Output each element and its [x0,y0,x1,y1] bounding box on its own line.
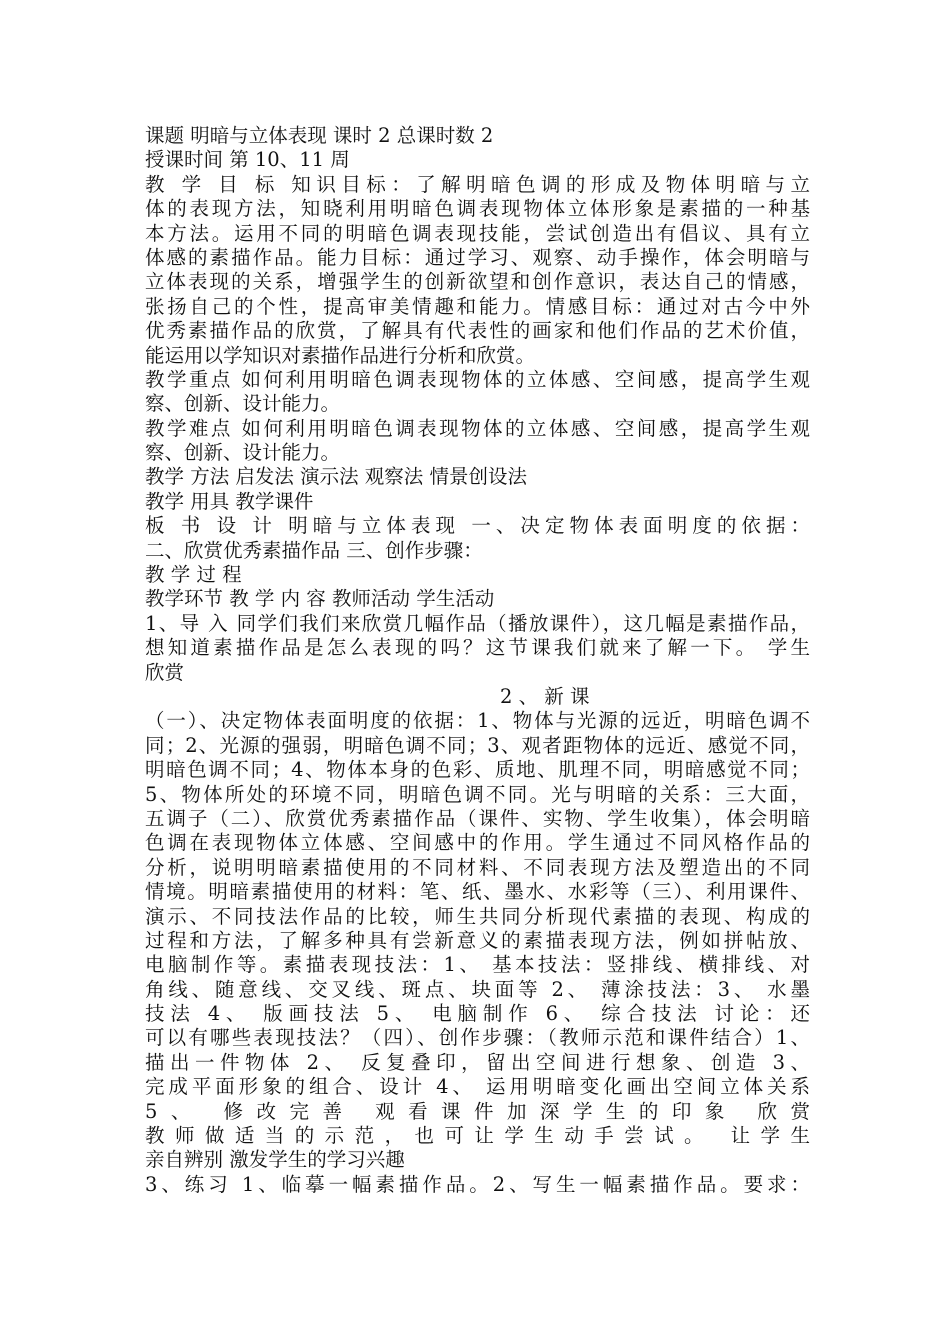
objectives-line: 张扬自己的个性，提高审美情趣和能力。情感目标：通过对古今中外 [145,294,810,318]
objectives-line: 能运用以学知识对素描作品进行分析和欣赏。 [145,343,536,367]
intro-line: 想知道素描作品是怎么表现的吗？这节课我们就来了解一下。 学生 [145,636,810,660]
key-point-line: 察、创新、设计能力。 [145,392,341,416]
body-line: （一）、决定物体表面明度的依据：1、物体与光源的远近，明暗色调不 [145,709,810,733]
body-line: 技法 4、 版画技法 5、 电脑制作 6、 综合技法 讨论：还 [145,1002,810,1026]
body-line: 电脑制作等。素描表现技法：1、 基本技法：竖排线、横排线、对 [145,953,810,977]
teaching-methods: 教学 方法 启发法 演示法 观察法 情景创设法 [145,465,527,489]
difficulty-line: 教学难点 如何利用明暗色调表现物体的立体感、空间感，提高学生观 [145,416,810,440]
difficulty-line: 察、创新、设计能力。 [145,441,341,465]
body-line: 教师做适当的示范，也可让学生动手尝试。 让学生 [145,1124,810,1148]
body-line: 分析，说明明暗素描使用的不同材料、不同表现方法及塑造出的不同 [145,855,810,879]
process-heading: 教 学 过 程 [145,563,242,587]
key-point-line: 教学重点 如何利用明暗色调表现物体的立体感、空间感，提高学生观 [145,367,810,391]
body-line: 5、物体所处的环境不同，明暗色调不同。光与明暗的关系：三大面， [145,782,810,806]
objectives-line: 本方法。运用不同的明暗色调表现技能，尝试创造出有倡议、具有立 [145,221,810,245]
body-line: 情境。明暗素描使用的材料：笔、纸、墨水、水彩等（三）、利用课件、 [145,880,810,904]
body-line: 角线、随意线、交叉线、斑点、块面等 2、 薄涂技法：3、 水墨 [145,977,810,1001]
objectives-line: 体感的素描作品。能力目标：通过学习、观察、动手操作，体会明暗与 [145,245,810,269]
body-line: 同；2、光源的强弱，明暗色调不同；3、观者距物体的远近、感觉不同， [145,733,810,757]
board-design-line: 二、欣赏优秀素描作品 三、创作步骤： [145,538,483,562]
body-line: 色调在表现物体立体感、空间感中的作用。学生通过不同风格作品的 [145,831,810,855]
body-line: 5、 修改完善 观看课件加深学生的印象 欣赏 [145,1099,810,1123]
document-page [145,124,810,1197]
teaching-tools: 教学 用具 教学课件 [145,489,314,513]
intro-line: 欣赏 [145,660,185,684]
body-line: 亲自辨别 激发学生的学习兴趣 [145,1148,405,1172]
new-lesson-heading: 2 、 新 课 [500,684,590,708]
body-line: 演示、不同技法作品的比较，师生共同分析现代素描的表现、构成的 [145,904,810,928]
header-course-title: 课题 明暗与立体表现 课时 2 总课时数 2 [145,124,494,147]
objectives-line: 教 学 目 标 知识目标：了解明暗色调的形成及物体明暗与立 [145,172,810,196]
body-line: 过程和方法，了解多种具有尝新意义的素描表现方法，例如拼帖放、 [145,928,810,952]
body-line: 五调子（二）、欣赏优秀素描作品（课件、实物、学生收集），体会明暗 [145,806,810,830]
intro-line: 1、导 入 同学们我们来欣赏几幅作品（播放课件），这几幅是素描作品， [145,611,810,635]
board-design-line: 板 书 设 计 明暗与立体表现 一、决定物体表面明度的依据： [145,514,810,538]
table-header: 教学环节 教 学 内 容 教师活动 学生活动 [145,587,495,611]
body-line: 可以有哪些表现技法？（四）、创作步骤：（教师示范和课件结合）1、 [145,1026,810,1050]
practice-line: 3、练习 1、临摹一幅素描作品。2、写生一幅素描作品。要求： [145,1172,810,1196]
body-line: 完成平面形象的组合、设计 4、 运用明暗变化画出空间立体关系 [145,1075,810,1099]
body-line: 描出一件物体 2、 反复叠印，留出空间进行想象、创造 3、 [145,1050,810,1074]
body-line: 明暗色调不同；4、物体本身的色彩、质地、肌理不同，明暗感觉不同； [145,758,810,782]
objectives-line: 立体表现的关系，增强学生的创新欲望和创作意识，表达自己的情感， [145,270,810,294]
header-teaching-time: 授课时间 第 10、11 周 [145,148,350,172]
objectives-line: 体的表现方法，知晓利用明暗色调表现物体立体形象是素描的一种基 [145,197,810,221]
objectives-line: 优秀素描作品的欣赏，了解具有代表性的画家和他们作品的艺术价值， [145,319,810,343]
